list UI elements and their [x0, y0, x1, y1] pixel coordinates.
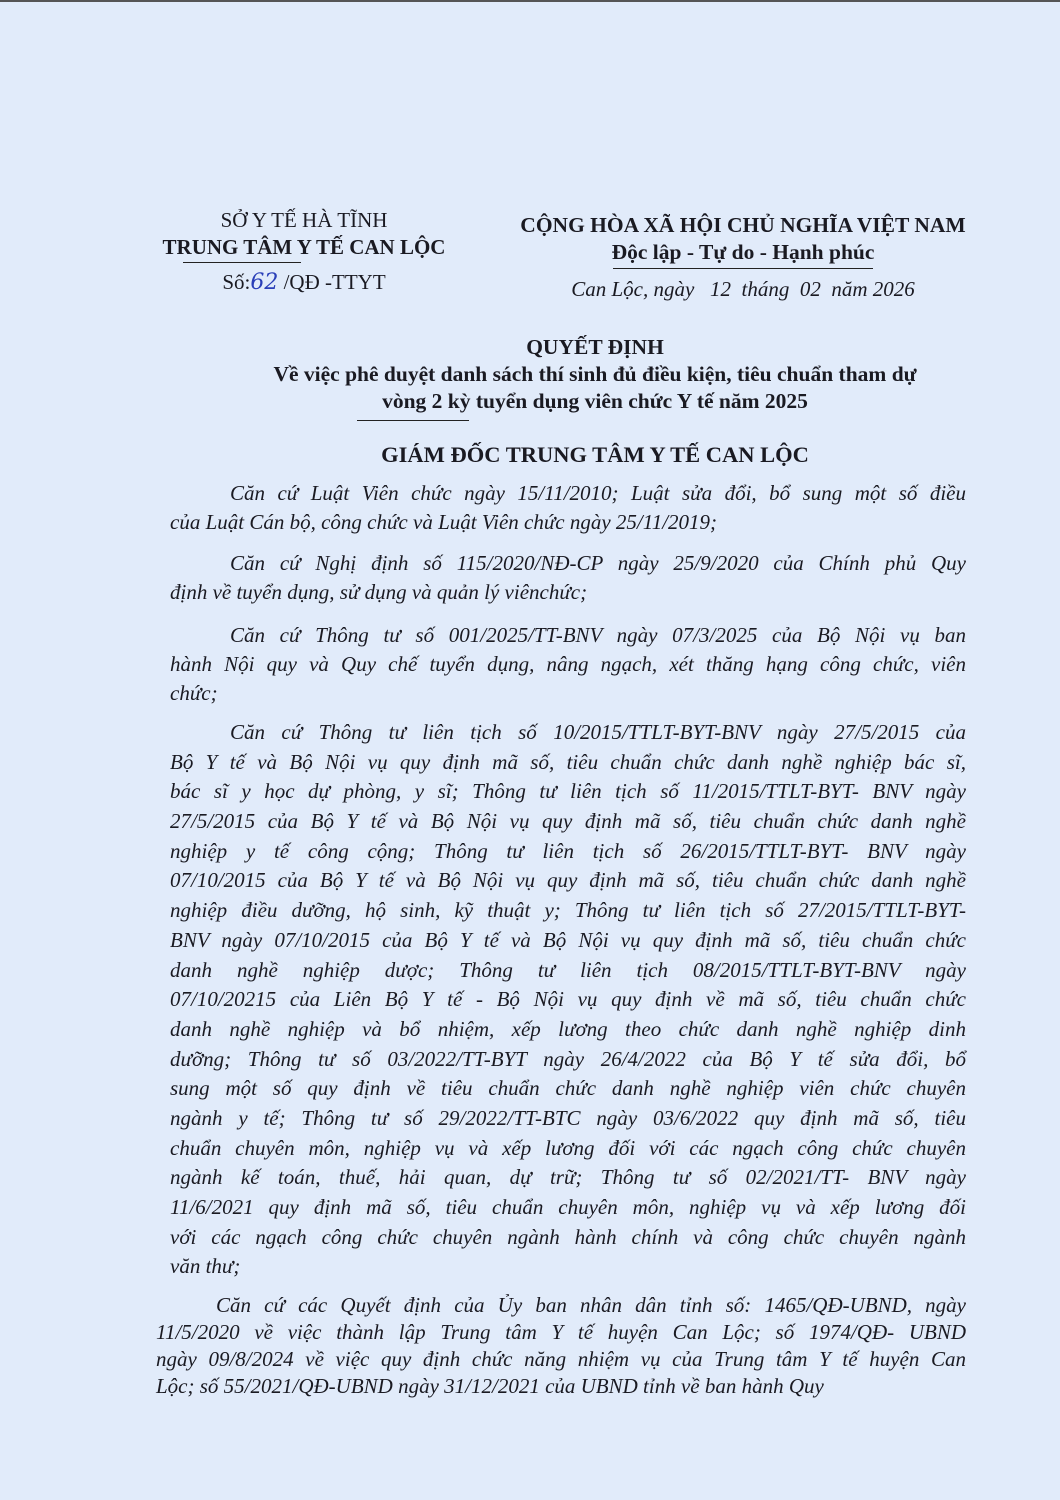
paragraph-line: Căn cứ các Quyết định của Ủy ban nhân dân tỉnh số: 1465/QĐ-UBND, ngày [216, 1293, 966, 1317]
department-name: SỞ Y TẾ HÀ TĨNH [220, 208, 388, 232]
handwritten-number: 62 [250, 270, 279, 295]
paragraph-line: chuẩn chuyên môn, nghiệp vụ và xếp lương đối với các ngạch công chức chuyên [170, 1135, 966, 1160]
paragraph-line: ngành kế toán, thuế, hải quan, dự trữ; Thông tư số 02/2021/TT- BNV ngày [170, 1165, 966, 1190]
paragraph-4 [170, 718, 966, 1282]
paragraph-line: Căn cứ Thông tư liên tịch số 10/2015/TTLT-BYT-BNV ngày 27/5/2015 của [230, 720, 966, 744]
paragraph-line: sung một số quy định về tiêu chuẩn chức danh nghề nghiệp viên chức chuyên [170, 1076, 966, 1101]
paragraph-line: danh nghề nghiệp và bổ nhiệm, xếp lương theo chức danh nghề nghiệp dinh [170, 1016, 966, 1041]
decision-title [160, 334, 1030, 415]
paragraph-line: bác sĩ y học dự phòng, y sĩ; Thông tư liên tịch số 11/2015/TTLT-BYT- BNV ngày [170, 779, 966, 804]
paragraph-line: Lộc; số 55/2021/QĐ-UBND ngày 31/12/2021 của UBND tỉnh về ban hành Quy [156, 1374, 824, 1398]
paragraph-line: hành Nội quy và Quy chế tuyển dụng, nâng ngạch, xét thăng hạng công chức, viên [170, 652, 966, 676]
country-name: CỘNG HÒA XÃ HỘI CHỦ NGHĨA VIỆT NAM [520, 213, 966, 237]
paragraph-line: danh nghề nghiệp dược; Thông tư liên tịch 08/2015/TTLT-BYT-BNV ngày [170, 957, 966, 982]
header-right [500, 212, 986, 266]
paragraph-line: định về tuyển dụng, sử dụng và quản lý viênchức; [170, 580, 588, 604]
motto-underline [613, 268, 873, 269]
title-subject-line1: Về việc phê duyệt danh sách thí sinh đủ điều kiện, tiêu chuẩn tham dự [273, 362, 917, 386]
document-number [148, 269, 460, 296]
paragraph-line: ngày 09/8/2024 về việc quy định chức năng nhiệm vụ của Trung tâm Y tế huyện Can [156, 1347, 966, 1371]
authority-heading: GIÁM ĐỐC TRUNG TÂM Y TẾ CAN LỘC [381, 442, 809, 467]
paragraph-line: nghiệp y tế công cộng; Thông tư liên tịch số 26/2015/TTLT-BYT- BNV ngày [170, 838, 966, 863]
paragraph-line: 07/10/2015 của Bộ Y tế và Bộ Nội vụ quy định mã số, tiêu chuẩn chức danh nghề [170, 868, 966, 893]
motto: Độc lập - Tự do - Hạnh phúc [611, 240, 875, 264]
organization-underline [183, 262, 301, 263]
organization-name: TRUNG TÂM Y TẾ CAN LỘC [162, 235, 446, 259]
paragraph-line: của Luật Cán bộ, công chức và Luật Viên chức ngày 25/11/2019; [170, 510, 718, 534]
paragraph-line: Căn cứ Luật Viên chức ngày 15/11/2010; Luật sửa đổi, bổ sung một số điều [230, 481, 966, 505]
paragraph-line: BNV ngày 07/10/2015 của Bộ Y tế và Bộ Nội vụ quy định mã số, tiêu chuẩn chức [170, 927, 966, 952]
title-main: QUYẾT ĐỊNH [526, 335, 664, 359]
scan-edge [0, 0, 1060, 2]
paragraph-line: 27/5/2015 của Bộ Y tế và Bộ Nội vụ quy định mã số, tiêu chuẩn chức danh nghề [170, 809, 966, 834]
paragraph-line: Bộ Y tế và Bộ Nội vụ quy định mã số, tiêu chuẩn chức danh nghề nghiệp bác sĩ, [170, 749, 966, 774]
paragraph-line: 11/5/2020 về việc thành lập Trung tâm Y tế huyện Can Lộc; số 1974/QĐ- UBND [156, 1320, 966, 1344]
title-underline [357, 420, 469, 421]
paragraph-line: chức; [170, 681, 218, 705]
paragraph-line: 07/10/20215 của Liên Bộ Y tế - Bộ Nội vụ quy định về mã số, tiêu chuẩn chức [170, 987, 966, 1012]
paragraph-3 [170, 621, 966, 708]
paragraph-line: ngành y tế; Thông tư số 29/2022/TT-BTC ngày 03/6/2022 quy định mã số, tiêu [170, 1105, 966, 1130]
header-left [148, 207, 460, 296]
paragraph-line: Căn cứ Nghị định số 115/2020/NĐ-CP ngày 25/9/2020 của Chính phủ Quy [230, 551, 966, 575]
paragraph-line: nghiệp điều dưỡng, hộ sinh, kỹ thuật y; Thông tư liên tịch số 27/2015/TTLT-BYT- [170, 898, 966, 923]
paragraph-5 [156, 1292, 966, 1400]
paragraph-line: 11/6/2021 quy định mã số, tiêu chuẩn chuyên môn, nghiệp vụ và xếp lương đối [170, 1195, 966, 1219]
place-date: Can Lộc, ngày 12 tháng 02 năm 2026 [571, 277, 915, 301]
paragraph-1 [170, 479, 966, 537]
number-prefix: Số: [222, 270, 251, 294]
paragraph-line: Căn cứ Thông tư số 001/2025/TT-BNV ngày 07/3/2025 của Bộ Nội vụ ban [230, 623, 966, 647]
paragraph-line: với các ngạch công chức chuyên ngành hành chính và công chức chuyên ngành [170, 1224, 966, 1249]
paragraph-line: văn thư; [170, 1254, 241, 1279]
number-suffix: /QĐ -TTYT [283, 270, 386, 294]
paragraph-2 [170, 549, 966, 607]
title-subject-line2: vòng 2 kỳ tuyển dụng viên chức Y tế năm 2025 [382, 389, 808, 413]
paragraph-line: dưỡng; Thông tư số 03/2022/TT-BYT ngày 26/4/2022 của Bộ Y tế sửa đổi, bổ [170, 1046, 966, 1071]
